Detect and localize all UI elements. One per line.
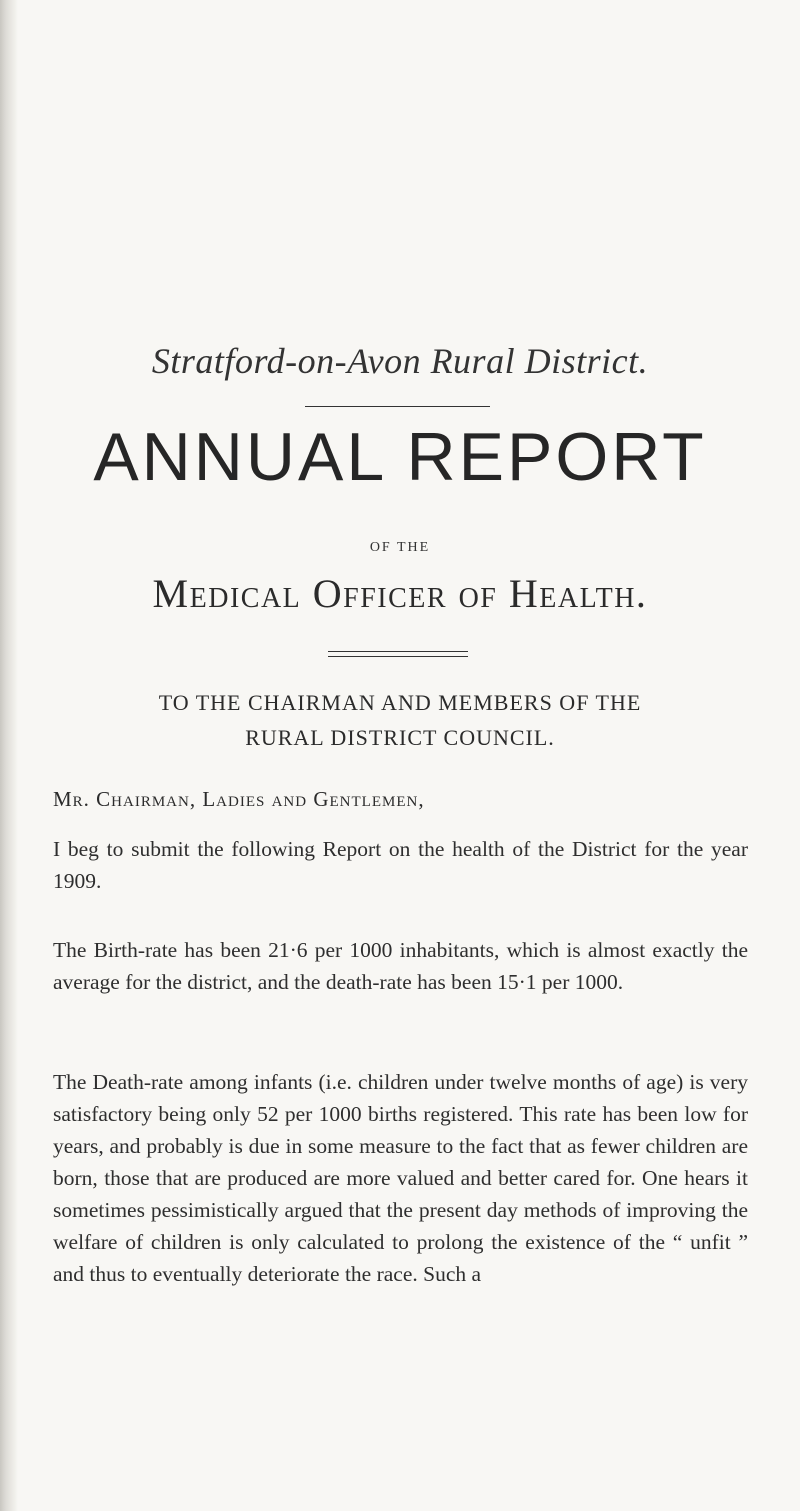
report-subtitle: Medical Officer of Health. [152, 571, 648, 616]
report-title: ANNUAL REPORT [93, 419, 707, 495]
salutation: Mr. Chairman, Ladies and Gentlemen, [53, 787, 425, 811]
paragraph-3: The Death-rate among infants (i.e. children under twelve months of age) is very satisfactory being only 52 per 1000 births registered. This rate has been low for years, and probably is due in some measure to the fact that as fewer children are born, those that are produced are more valued and better cared for. One hears it sometimes pessimistically argued that the present day methods of improving the welfare of children is only calculated to prolong the existence of the “ unfit ” and thus to eventually deteriorate the race. Such a [53, 1070, 748, 1286]
double-rule-top [328, 651, 468, 652]
address-line-2: RURAL DISTRICT COUNCIL. [245, 725, 555, 750]
double-rule-bottom [328, 656, 468, 657]
district-heading: Stratford-on-Avon Rural District. [151, 341, 649, 381]
address-line-1: TO THE CHAIRMAN AND MEMBERS OF THE [158, 690, 642, 715]
divider-rule [305, 406, 490, 407]
paragraph-1: I beg to submit the following Report on the health of the District for the year 1909. [53, 837, 748, 893]
paragraph-2: The Birth-rate has been 21·6 per 1000 inhabitants, which is almost exactly the average for the district, and the death-rate has been 15·1 per 1000. [53, 938, 748, 994]
of-the-label: OF THE [369, 540, 431, 555]
